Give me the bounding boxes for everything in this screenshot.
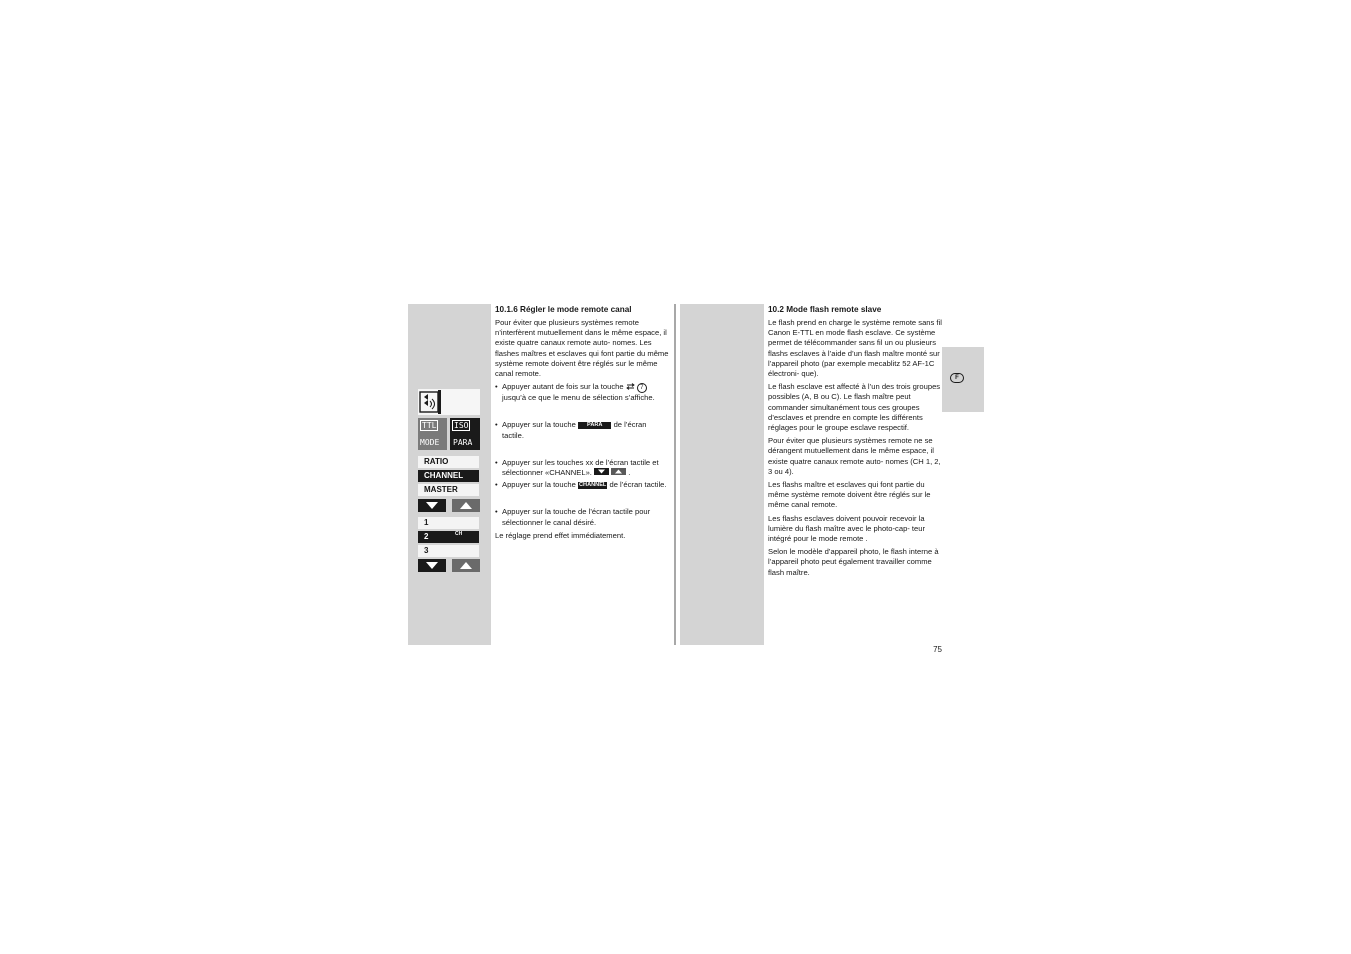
menu-item-channel[interactable]: CHANNEL bbox=[418, 470, 479, 482]
key-number-badge: 7 bbox=[637, 383, 647, 393]
arrow-up-icon bbox=[611, 468, 626, 475]
step-4 bbox=[495, 480, 670, 490]
paragraph-5: Les flashs esclaves doivent pouvoir recevoir la lumière du flash maître avec le photo-cap- teur intégré pour le mode remote . bbox=[768, 513, 926, 544]
step-4-text-a: Appuyer sur la touche bbox=[502, 480, 576, 490]
intro-paragraph: Pour éviter que plusieurs systèmes remote n’interfèrent mutuellement dans le même espace, il existe quatre canaux remote auto- nomes. Les flashes maîtres et esclaves qui font partie du même système remote doivent être réglés sur le même canal remote. bbox=[495, 318, 669, 379]
channel-up-button[interactable] bbox=[452, 559, 480, 572]
paragraph-1: Le flash prend en charge le système remote sans fil Canon E-TTL en mode flash esclave. Ce système permet de télécommander sans fil un ou plusieurs flashs esclaves à l’aide d’un flash maître monté sur l’appareil photo (par exemple mecablitz 52 AF-1C électroni- que). bbox=[768, 318, 942, 379]
step-2-text-b: de l’écran tactile. bbox=[502, 420, 647, 440]
menu-item-master[interactable]: MASTER bbox=[418, 484, 479, 496]
step-5 bbox=[495, 507, 670, 527]
step-3-text: Appuyer sur les touches xx de l’écran tactile et sélectionner «CHANNEL». bbox=[502, 457, 659, 478]
step-5-text: Appuyer sur la touche de l’écran tactile pour sélectionner le canal désiré. bbox=[502, 507, 651, 527]
mode-button-top: TTL bbox=[422, 421, 437, 430]
arrow-up-icon bbox=[452, 559, 480, 572]
step-2 bbox=[495, 420, 670, 440]
page-divider bbox=[674, 304, 676, 645]
remote-wireless-icon bbox=[418, 389, 444, 415]
remote-symbol-panel bbox=[418, 389, 480, 415]
paragraph-2: Le flash esclave est affecté à l’un des trois groupes possibles (A, B ou C). Le flash maître peut commander simultanément tous ces groupes d’esclaves et prendre en compte les différents réglages pour le groupe esclave respectif. bbox=[768, 382, 941, 433]
mode-button-label: MODE bbox=[420, 438, 440, 447]
menu-item-ratio[interactable]: RATIO bbox=[418, 456, 479, 468]
section-heading-remote-canal: 10.1.6 Régler le mode remote canal bbox=[495, 305, 632, 314]
menu-up-button[interactable] bbox=[452, 499, 480, 512]
menu-down-button[interactable] bbox=[418, 499, 446, 512]
page-number: 75 bbox=[933, 645, 942, 654]
right-text-column bbox=[768, 304, 942, 581]
section-heading-remote-slave: 10.2 Mode flash remote slave bbox=[768, 305, 882, 314]
channel-item-2[interactable] bbox=[418, 531, 479, 543]
step-3-end: . bbox=[628, 468, 631, 478]
paragraph-3: Pour éviter que plusieurs systèmes remote ne se dérangent mutuellement dans le même espace, il existe quatre canaux remote auto- nomes (CH 1, 2, 3 ou 4). bbox=[768, 436, 941, 476]
arrow-up-icon bbox=[452, 499, 480, 512]
down-key-chip bbox=[594, 468, 609, 475]
paragraph-4: Les flashs maître et esclaves qui font partie du même système remote doivent être réglés sur le même canal remote. bbox=[768, 480, 931, 510]
language-tab bbox=[942, 347, 984, 412]
right-margin-band bbox=[680, 304, 764, 645]
step-1 bbox=[495, 382, 670, 403]
step-1-text-a: Appuyer autant de fois sur la touche bbox=[502, 382, 624, 392]
channel-down-button[interactable] bbox=[418, 559, 446, 572]
channel-key-chip: CHANNEL bbox=[579, 482, 607, 489]
step-2-text-a: Appuyer sur la touche bbox=[502, 420, 576, 430]
channel-item-1[interactable] bbox=[418, 517, 479, 529]
para-key-chip: PARA bbox=[578, 422, 611, 429]
arrow-down-icon bbox=[418, 559, 446, 572]
channel-item-3[interactable] bbox=[418, 545, 479, 557]
step-1-text-b: jusqu’à ce que le menu de sélection s’affiche. bbox=[502, 393, 655, 403]
arrow-down-icon bbox=[418, 499, 446, 512]
para-button[interactable] bbox=[450, 418, 480, 450]
switch-arrows-icon bbox=[626, 383, 635, 390]
arrow-down-icon bbox=[594, 468, 609, 475]
closing-note: Le réglage prend effet immédiatement. bbox=[495, 530, 626, 540]
paragraph-6: Selon le modèle d’appareil photo, le flash interne à l’appareil photo peut également travailler comme flash maître. bbox=[768, 547, 939, 577]
para-button-top: ISO bbox=[454, 421, 469, 430]
mode-button[interactable] bbox=[418, 418, 447, 450]
left-text-column bbox=[495, 304, 670, 544]
channel-1-label: 1 bbox=[424, 518, 429, 527]
channel-2-label: 2 bbox=[424, 532, 429, 541]
up-key-chip bbox=[611, 468, 626, 475]
step-3 bbox=[495, 458, 670, 478]
channel-3-label: 3 bbox=[424, 546, 429, 555]
para-button-label: PARA bbox=[453, 438, 473, 447]
channel-indicator: CH bbox=[455, 531, 463, 537]
language-badge: F bbox=[950, 373, 964, 383]
step-4-text-b: de l’écran tactile. bbox=[609, 480, 667, 490]
